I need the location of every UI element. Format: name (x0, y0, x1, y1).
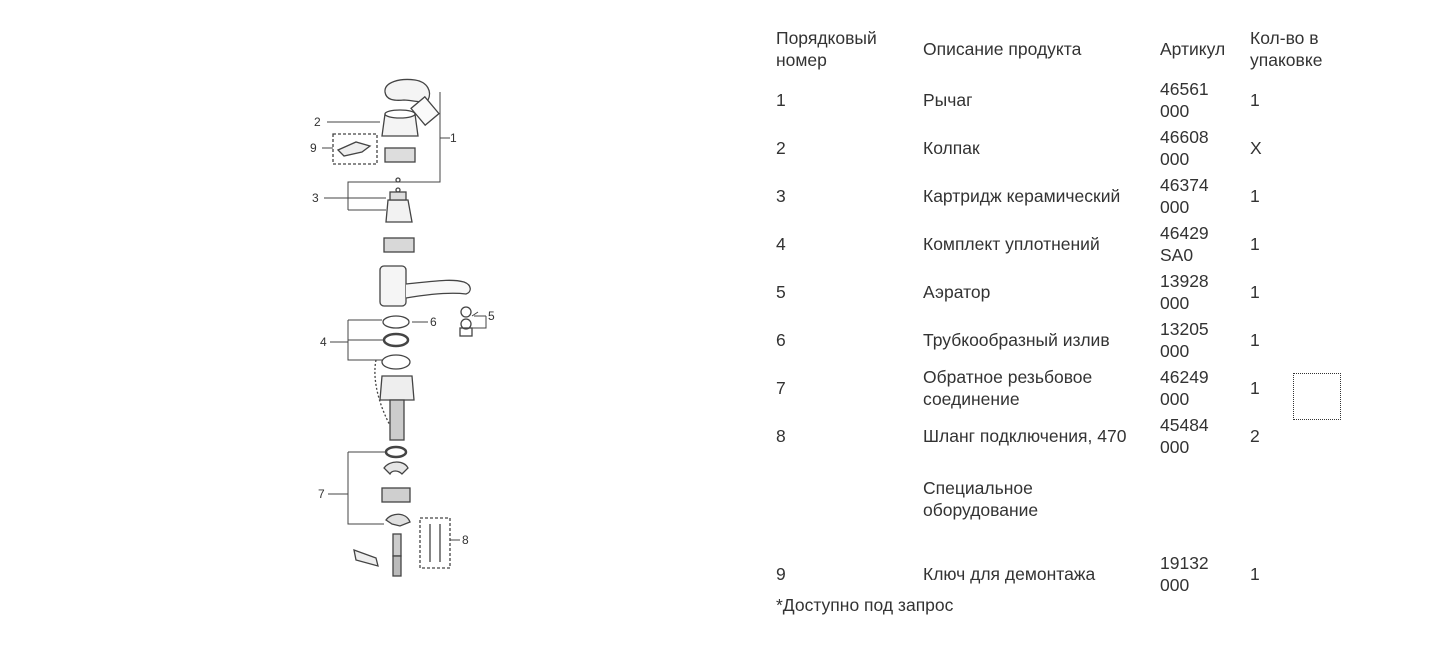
row-article: 19132 000 (1160, 553, 1209, 595)
table-row (770, 220, 1346, 268)
row-number: 8 (776, 426, 786, 446)
row-article: 13205 000 (1160, 319, 1209, 361)
row-description: Трубкообразный излив (923, 330, 1110, 350)
table-row (770, 124, 1346, 172)
callout-8: 8 (462, 533, 469, 547)
table-row (770, 172, 1346, 220)
table-row (770, 76, 1346, 124)
callout-1: 1 (450, 131, 457, 145)
row-number (770, 460, 917, 538)
table-section-row (770, 460, 1346, 538)
row-number: 3 (776, 186, 786, 206)
table-row (770, 412, 1346, 460)
focus-outline-box (1293, 373, 1341, 420)
faucet-exploded-view (300, 70, 510, 590)
availability-note: *Доступно под запрос (776, 595, 954, 615)
row-quantity: 1 (1250, 186, 1260, 206)
table-row (770, 316, 1346, 364)
row-article: 46249 000 (1160, 367, 1209, 409)
table-row (770, 268, 1346, 316)
header-description: Описание продукта (923, 39, 1082, 59)
row-quantity: 1 (1250, 90, 1260, 110)
row-description: Аэратор (923, 282, 991, 302)
header-article: Артикул (1160, 39, 1226, 59)
row-quantity: 1 (1250, 282, 1260, 302)
exploded-parts-diagram (300, 70, 510, 590)
row-description: Ключ для демонтажа (923, 564, 1096, 584)
row-quantity: 1 (1250, 234, 1260, 254)
callout-5: 5 (488, 309, 495, 323)
callout-6: 6 (430, 315, 437, 329)
row-description: Обратное резьбовое соединение (923, 367, 1093, 409)
row-number: 9 (776, 564, 786, 584)
row-description: Шланг подключения, 470 (923, 426, 1127, 446)
callout-3: 3 (312, 191, 319, 205)
row-quantity: 2 (1250, 426, 1260, 446)
callout-2: 2 (314, 115, 321, 129)
row-number: 7 (776, 378, 786, 398)
row-description: Колпак (923, 138, 980, 158)
row-article: 13928 000 (1160, 271, 1209, 313)
header-quantity: Кол-во в упаковке (1250, 28, 1323, 70)
header-number: Порядковый номер (776, 28, 877, 70)
callout-7: 7 (318, 487, 325, 501)
row-number: 2 (776, 138, 786, 158)
row-quantity: X (1250, 138, 1262, 158)
row-number: 1 (776, 90, 786, 110)
row-number: 5 (776, 282, 786, 302)
row-description: Картридж керамический (923, 186, 1121, 206)
callout-4: 4 (320, 335, 327, 349)
section-heading: Специальное оборудование (923, 478, 1039, 520)
table-row (770, 364, 1346, 412)
row-article: 45484 000 (1160, 415, 1209, 457)
row-number: 6 (776, 330, 786, 350)
row-quantity: 1 (1250, 378, 1260, 398)
row-article: 46374 000 (1160, 175, 1209, 217)
row-description: Рычаг (923, 90, 973, 110)
callout-9: 9 (310, 141, 317, 155)
row-quantity: 1 (1250, 564, 1260, 584)
row-article (1154, 460, 1244, 538)
row-quantity (1244, 460, 1346, 538)
row-article: 46561 000 (1160, 79, 1209, 121)
row-article: 46429 SA0 (1160, 223, 1209, 265)
row-quantity: 1 (1250, 330, 1260, 350)
row-number: 4 (776, 234, 786, 254)
row-description: Комплект уплотнений (923, 234, 1100, 254)
row-article: 46608 000 (1160, 127, 1209, 169)
table-header-row (770, 22, 1346, 76)
parts-table (770, 22, 1346, 610)
